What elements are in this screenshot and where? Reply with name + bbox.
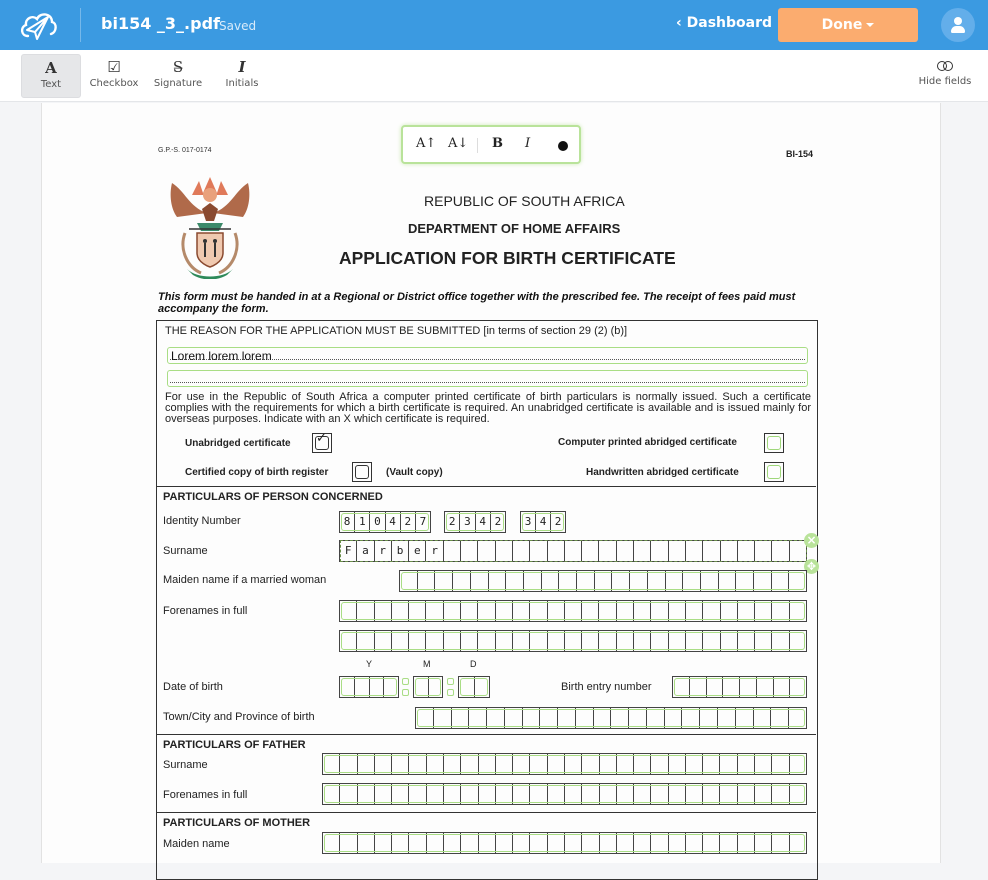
signature-tool-label: Signature	[153, 78, 203, 89]
surname-char-cell: r	[375, 541, 392, 561]
user-avatar[interactable]	[941, 8, 975, 42]
father-forenames-label: Forenames in full	[163, 789, 248, 801]
vault-copy-note: (Vault copy)	[386, 467, 443, 478]
checkbox-tool-label: Checkbox	[89, 78, 139, 89]
surname-char-cell: F	[340, 541, 357, 561]
identity-number-label: Identity Number	[163, 515, 241, 527]
text-A-icon: A	[45, 59, 57, 77]
birth-entry-label: Birth entry number	[561, 681, 652, 693]
field-highlight	[341, 632, 805, 650]
surname-field-selected-outline	[340, 540, 807, 562]
handwritten-label: Handwritten abridged certificate	[586, 467, 739, 478]
bold-button[interactable]: B	[492, 136, 503, 151]
surname-char-cell: a	[357, 541, 374, 561]
header-republic: REPUBLIC OF SOUTH AFRICA	[424, 193, 625, 209]
forenames-label: Forenames in full	[163, 605, 248, 617]
field-highlight	[460, 678, 488, 696]
coat-of-arms-icon	[167, 173, 253, 279]
text-tool-button[interactable]	[21, 54, 81, 98]
info-paragraph: For use in the Republic of South Africa a computer printed certificate of birth particulars is normally issued. Such a certificate complies with the requirements for which a birth certificate is required. An unabridged certificate is available and is issued mainly for overseas purposes. Indicate with an X which certificate is required.	[165, 391, 811, 425]
id-digit: 3	[460, 512, 475, 532]
mini-field[interactable]	[447, 678, 454, 685]
field-highlight	[417, 709, 805, 727]
unabridged-label: Unabridged certificate	[185, 438, 291, 449]
delete-field-icon[interactable]: ×	[804, 533, 819, 548]
checkbox-inner	[355, 465, 369, 479]
id-digit: 2	[554, 515, 562, 528]
document-title[interactable]: bi154 _3_.pdf	[101, 14, 220, 33]
id-digit: 3	[521, 512, 536, 532]
id-digit: 2	[445, 512, 460, 532]
reason-field-1-value: Lorem lorem lorem	[171, 349, 272, 363]
surname-char-cell: r	[426, 541, 443, 561]
id-digit: 4	[476, 512, 491, 532]
header-department: DEPARTMENT OF HOME AFFAIRS	[408, 221, 621, 236]
dashboard-label: Dashboard	[686, 15, 773, 31]
hide-fields-label: Hide fields	[918, 76, 972, 87]
divider	[80, 8, 81, 42]
id-digit: 1	[355, 512, 370, 532]
done-label: Done	[821, 17, 863, 33]
text-format-toolbar	[401, 125, 581, 164]
maiden-name-label: Maiden name if a married woman	[163, 574, 327, 586]
surname-char-cell: b	[392, 541, 409, 561]
done-button[interactable]	[778, 8, 918, 42]
identity-field-2-highlight	[446, 513, 504, 531]
surname-label: Surname	[163, 545, 208, 557]
pdf-page	[41, 103, 941, 863]
mother-section-title: PARTICULARS OF MOTHER	[163, 817, 311, 829]
intro-text: This form must be handed in at a Regional or District office together with the prescribed fee. The receipt of fees paid must accompany the form.	[158, 291, 796, 315]
field-highlight	[415, 678, 441, 696]
dob-month-label: M	[423, 659, 431, 669]
checkbox-icon: ☑	[107, 58, 121, 76]
unabridged-checkbox[interactable]	[312, 433, 332, 453]
decrease-font-size-button[interactable]: A↓	[448, 136, 469, 151]
field-highlight	[324, 834, 805, 852]
mini-field[interactable]	[402, 678, 409, 685]
surname-char-cell: e	[409, 541, 426, 561]
hide-fields-toggle[interactable]	[912, 54, 978, 98]
checkmark-icon: ✓	[316, 431, 327, 446]
text-color-button[interactable]	[558, 141, 568, 151]
initials-icon: I	[238, 58, 246, 76]
person-section-title: PARTICULARS OF PERSON CONCERNED	[163, 491, 383, 503]
initials-tool-label: Initials	[225, 78, 259, 89]
mini-field[interactable]	[447, 689, 454, 696]
field-highlight	[401, 572, 805, 590]
computer-printed-checkbox[interactable]	[764, 433, 784, 453]
certified-copy-label: Certified copy of birth register	[185, 467, 329, 478]
cloud-paper-plane-logo-icon[interactable]	[18, 8, 58, 42]
certified-copy-checkbox[interactable]	[352, 462, 372, 482]
dob-label: Date of birth	[163, 681, 223, 693]
identity-field-1-highlight	[341, 513, 429, 531]
mother-maiden-label: Maiden name	[163, 838, 230, 850]
dashboard-link[interactable]	[676, 15, 772, 31]
save-status: Saved	[219, 19, 257, 33]
id-digit: 0	[370, 512, 385, 532]
identity-field-3-highlight	[522, 513, 564, 531]
section-divider	[157, 734, 816, 735]
divider	[477, 138, 478, 153]
computer-printed-label: Computer printed abridged certificate	[558, 437, 737, 448]
top-bar	[0, 0, 988, 50]
id-digit: 4	[536, 512, 551, 532]
father-section-title: PARTICULARS OF FATHER	[163, 739, 306, 751]
mini-field[interactable]	[402, 689, 409, 696]
signature-icon: S̶	[172, 58, 184, 76]
reason-field-1[interactable]	[167, 347, 808, 364]
user-icon	[954, 17, 962, 25]
field-highlight	[324, 785, 805, 803]
field-highlight	[341, 678, 397, 696]
toggle-icon	[937, 61, 953, 71]
dob-day-label: D	[470, 659, 477, 669]
section-divider	[157, 812, 816, 813]
text-tool-label: Text	[40, 79, 62, 90]
field-highlight	[341, 602, 805, 620]
id-digit: 2	[401, 512, 416, 532]
move-field-icon[interactable]: ✥	[804, 559, 819, 574]
form-frame	[156, 320, 818, 880]
id-digit: 2	[494, 515, 502, 528]
id-digit: 4	[386, 512, 401, 532]
form-title: APPLICATION FOR BIRTH CERTIFICATE	[339, 248, 676, 268]
chevron-left-icon: ‹	[676, 15, 687, 31]
caret-down-icon	[866, 23, 874, 27]
form-code: G.P.-S. 017-0174	[158, 147, 212, 154]
handwritten-checkbox[interactable]	[764, 462, 784, 482]
reason-label: THE REASON FOR THE APPLICATION MUST BE SUBMITTED [in terms of section 29 (2) (b)]	[165, 325, 628, 337]
field-highlight	[324, 755, 805, 773]
town-label: Town/City and Province of birth	[163, 711, 315, 723]
checkbox-inner	[767, 436, 781, 450]
id-digit: 8	[340, 512, 355, 532]
checkbox-inner	[767, 465, 781, 479]
user-icon-body	[951, 26, 965, 33]
initials-tool-button[interactable]	[212, 54, 272, 98]
reason-field-2[interactable]	[167, 370, 808, 387]
italic-button[interactable]: I	[525, 136, 531, 151]
id-digit: 7	[419, 515, 427, 528]
increase-font-size-button[interactable]: A↑	[416, 136, 437, 151]
field-highlight	[674, 678, 805, 696]
section-divider	[157, 486, 816, 487]
signature-tool-button[interactable]	[148, 54, 208, 98]
checkbox-tool-button[interactable]	[84, 54, 144, 98]
dob-year-label: Y	[366, 659, 373, 669]
form-id: BI-154	[786, 149, 814, 159]
father-surname-label: Surname	[163, 759, 208, 771]
field-toolbar	[0, 50, 988, 102]
dotted-line	[170, 382, 805, 383]
